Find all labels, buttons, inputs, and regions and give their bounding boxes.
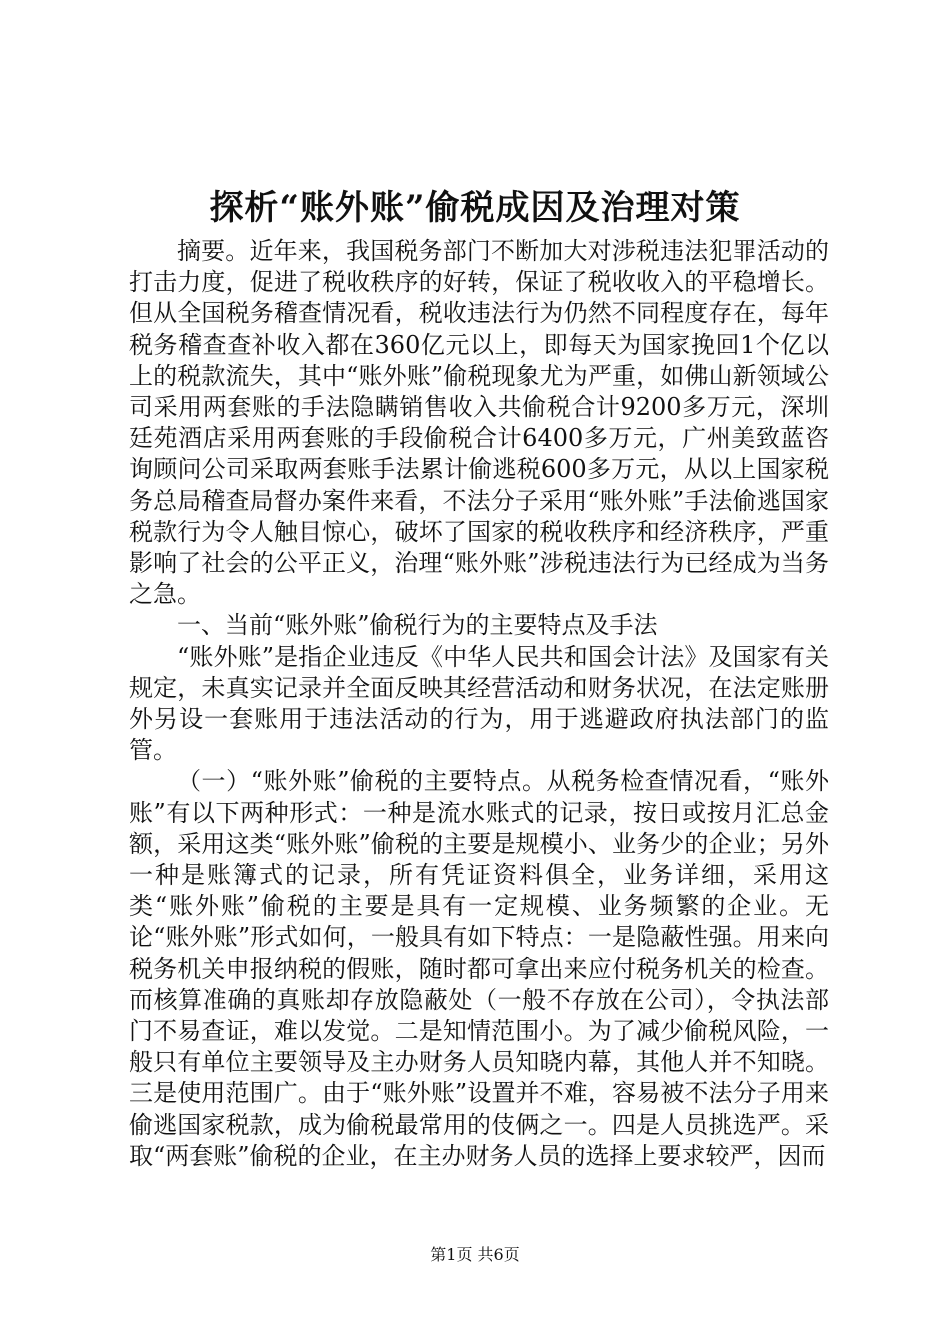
features-paragraph: （一）“账外账”偷税的主要特点。从税务检查情况看，“账外账”有以下两种形式：一种是流水账式的记录，按日或按月汇总金额，采用这类“账外账”偷税的主要是规模小、业务少的企业；另外一种是账簿式的记录，所有凭证资料俱全，业务详细，采用这类“账外账”偷税的主要是具有一定规模、业务频繁的企业。无论“账外账”形式如何，一般具有如下特点：一是隐蔽性强。用来向税务机关申报纳税的假账，随时都可拿出来应付税务机关的检查。而核算准确的真账却存放隐蔽处（一般不存放在公司），令执法部门不易查证，难以发觉。二是知情范围小。为了减少偷税风险，一般只有单位主要领导及主办财务人员知晓内幕，其他人并不知晓。三是使用范围广。由于“账外账”设置并不难，容易被不法分子用来偷逃国家税款，成为偷税最常用的伎俩之一。四是人员挑选严。采取“两套账”偷税的企业，在主办财务人员的选择上要求较严，因而 [129,767,829,1170]
section-heading: 一、当前“账外账”偷税行为的主要特点及手法 [177,611,658,640]
document-body [129,236,829,1172]
document-title: 探析“账外账”偷税成因及治理对策 [209,188,741,228]
definition-paragraph: “账外账”是指企业违反《中华人民共和国会计法》及国家有关规定，未真实记录并全面反映其经营活动和财务状况，在法定账册外另设一套账用于违法活动的行为，用于逃避政府执法部门的监管。 [129,642,829,765]
abstract-paragraph: 摘要。近年来，我国税务部门不断加大对涉税违法犯罪活动的打击力度，促进了税收秩序的好转，保证了税收收入的平稳增长。但从全国税务稽查情况看，税收违法行为仍然不同程度存在，每年税务稽查查补收入都在360亿元以上，即每天为国家挽回1个亿以上的税款流失，其中“账外账”偷税现象尤为严重，如佛山新领域公司采用两套账的手法隐瞒销售收入共偷税合计9200多万元，深圳廷苑酒店采用两套账的手段偷税合计6400多万元，广州美致蓝咨询顾问公司采取两套账手法累计偷逃税600多万元，从以上国家税务总局稽查局督办案件来看，不法分子采用“账外账”手法偷逃国家税款行为令人触目惊心，破坏了国家的税收秩序和经济秩序，严重影响了社会的公平正义，治理“账外账”涉税违法行为已经成为当务之急。 [129,237,829,609]
page-footer: 第1页 共6页 [430,1245,520,1264]
